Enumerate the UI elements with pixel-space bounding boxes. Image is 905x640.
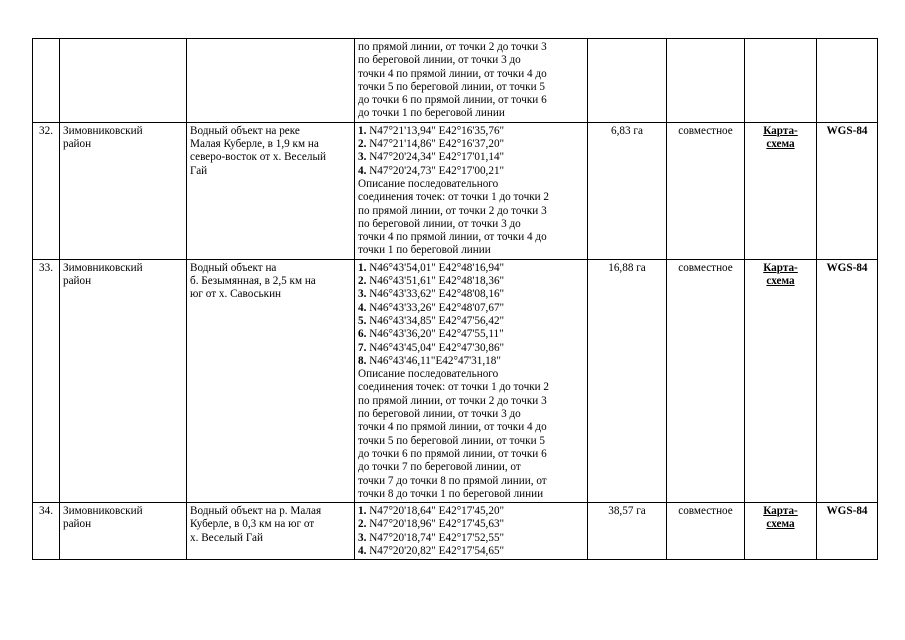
table-body bbox=[33, 39, 878, 560]
coordinate-point bbox=[358, 342, 584, 355]
object-line: Водный объект на р. Малая bbox=[190, 505, 322, 518]
area-cell bbox=[588, 122, 667, 259]
use-type-value: совместное bbox=[678, 124, 733, 137]
row-number-cell bbox=[33, 39, 60, 123]
point-number: 2. bbox=[358, 275, 367, 288]
point-number: 4. bbox=[358, 301, 367, 314]
description-line: точки 5 по береговой линии, от точки 5 bbox=[358, 80, 545, 93]
water-object-cell bbox=[187, 39, 355, 123]
map-scheme-link[interactable] bbox=[748, 505, 813, 532]
connection-description bbox=[358, 368, 584, 501]
point-coordinate: N47°20'24,73" E42°17'00,21" bbox=[369, 164, 505, 177]
coordinate-point bbox=[358, 288, 584, 301]
district-line: Зимовниковский bbox=[63, 124, 143, 137]
coordinate-point bbox=[358, 532, 584, 545]
map-cell bbox=[745, 503, 817, 560]
row-number: 34. bbox=[39, 505, 53, 518]
use-type-cell bbox=[667, 122, 745, 259]
description-line: соединения точек: от точки 1 до точки 2 bbox=[358, 191, 550, 204]
point-number: 1. bbox=[358, 124, 367, 137]
map-link-line: Карта- bbox=[763, 261, 798, 274]
row-number-cell bbox=[33, 503, 60, 560]
description-line: по прямой линии, от точки 2 до точки 3 bbox=[358, 204, 547, 217]
use-type-cell bbox=[667, 259, 745, 502]
area-cell bbox=[588, 39, 667, 123]
point-coordinate: N46°43'46,11"E42°47'31,18" bbox=[369, 354, 501, 367]
row-number-cell bbox=[33, 122, 60, 259]
point-coordinate: N46°43'34,85" E42°47'56,42" bbox=[369, 314, 505, 327]
area-cell bbox=[588, 259, 667, 502]
coordinate-point bbox=[358, 262, 584, 275]
table-row bbox=[33, 122, 878, 259]
description-line: до точки 7 по береговой линии, от bbox=[358, 461, 521, 474]
district-line: район bbox=[63, 275, 92, 288]
point-number: 5. bbox=[358, 314, 367, 327]
map-cell bbox=[745, 259, 817, 502]
point-number: 6. bbox=[358, 328, 367, 341]
point-number: 8. bbox=[358, 354, 367, 367]
water-objects-table bbox=[32, 38, 878, 560]
point-coordinate: N47°20'24,34" E42°17'01,14" bbox=[369, 151, 505, 164]
description-line: точки 5 по береговой линии, от точки 5 bbox=[358, 434, 545, 447]
object-line: б. Безымянная, в 2,5 км на bbox=[190, 275, 316, 288]
coordinate-point bbox=[358, 275, 584, 288]
description-line: до точки 6 по прямой линии, от точки 6 bbox=[358, 447, 547, 460]
coordinate-point bbox=[358, 125, 584, 138]
map-scheme-link[interactable] bbox=[748, 262, 813, 289]
coordinate-point bbox=[358, 165, 584, 178]
object-line: х. Веселый Гай bbox=[190, 531, 263, 544]
coordinates-cell bbox=[355, 122, 588, 259]
row-number-cell bbox=[33, 259, 60, 502]
point-number: 4. bbox=[358, 544, 367, 557]
coordinate-point bbox=[358, 315, 584, 328]
description-line: по береговой линии, от точки 3 до bbox=[358, 54, 521, 67]
district-line: Зимовниковский bbox=[63, 505, 143, 518]
object-line: юг от х. Савоськин bbox=[190, 288, 282, 301]
point-number: 1. bbox=[358, 261, 367, 274]
point-coordinate: N47°20'18,96" E42°17'45,63" bbox=[369, 518, 505, 531]
point-coordinate: N47°21'13,94" E42°16'35,76" bbox=[369, 124, 505, 137]
object-line: Водный объект на реке bbox=[190, 124, 300, 137]
description-line: точки 7 до точки 8 по прямой линии, от bbox=[358, 474, 547, 487]
object-line: Гай bbox=[190, 164, 208, 177]
area-value: 16,88 га bbox=[608, 261, 646, 274]
point-number: 2. bbox=[358, 518, 367, 531]
map-link-line: Карта- bbox=[763, 124, 798, 137]
use-type-value: совместное bbox=[678, 505, 733, 518]
table-row bbox=[33, 39, 878, 123]
point-coordinate: N46°43'51,61" E42°48'18,36" bbox=[369, 275, 505, 288]
point-number: 4. bbox=[358, 164, 367, 177]
description-line: точки 4 по прямой линии, от точки 4 до bbox=[358, 231, 547, 244]
description-line: точки 8 до точки 1 по береговой линии bbox=[358, 487, 544, 500]
point-coordinate: N47°21'14,86" E42°16'37,20" bbox=[369, 138, 505, 151]
description-line: соединения точек: от точки 1 до точки 2 bbox=[358, 381, 550, 394]
object-line: северо-восток от х. Веселый bbox=[190, 151, 326, 164]
water-object-cell bbox=[187, 503, 355, 560]
area-cell bbox=[588, 503, 667, 560]
description-line: по береговой линии, от точки 3 до bbox=[358, 217, 521, 230]
map-cell bbox=[745, 39, 817, 123]
coordinate-system-cell bbox=[817, 259, 878, 502]
description-line: Описание последовательного bbox=[358, 368, 499, 381]
district-cell bbox=[60, 122, 187, 259]
coordinate-point bbox=[358, 545, 584, 558]
point-number: 3. bbox=[358, 288, 367, 301]
water-object-cell bbox=[187, 122, 355, 259]
description-line: по прямой линии, от точки 2 до точки 3 bbox=[358, 394, 547, 407]
map-link-line: схема bbox=[766, 138, 795, 151]
object-line: Малая Куберле, в 1,9 км на bbox=[190, 138, 319, 151]
point-coordinate: N46°43'33,26" E42°48'07,67" bbox=[369, 301, 505, 314]
point-number: 2. bbox=[358, 138, 367, 151]
row-number: 33. bbox=[39, 261, 53, 274]
table-row bbox=[33, 503, 878, 560]
coordinate-system-value: WGS-84 bbox=[826, 261, 868, 274]
water-object-cell bbox=[187, 259, 355, 502]
district-cell bbox=[60, 39, 187, 123]
map-scheme-link[interactable] bbox=[748, 125, 813, 152]
table-row bbox=[33, 259, 878, 502]
description-line: до точки 6 по прямой линии, от точки 6 bbox=[358, 94, 547, 107]
point-number: 7. bbox=[358, 341, 367, 354]
area-value: 6,83 га bbox=[611, 124, 643, 137]
district-cell bbox=[60, 259, 187, 502]
coordinate-point bbox=[358, 518, 584, 531]
map-cell bbox=[745, 122, 817, 259]
coordinate-point bbox=[358, 505, 584, 518]
description-line: по береговой линии, от точки 3 до bbox=[358, 408, 521, 421]
point-number: 1. bbox=[358, 505, 367, 518]
object-line: Водный объект на bbox=[190, 261, 277, 274]
coordinate-system-value: WGS-84 bbox=[826, 505, 868, 518]
point-coordinate: N46°43'45,04" E42°47'30,86" bbox=[369, 341, 505, 354]
point-coordinate: N47°20'18,64" E42°17'45,20" bbox=[369, 505, 505, 518]
coordinates-cell bbox=[355, 259, 588, 502]
object-line: Куберле, в 0,3 км на юг от bbox=[190, 518, 315, 531]
description-line: точки 4 по прямой линии, от точки 4 до bbox=[358, 421, 547, 434]
point-coordinate: N47°20'18,74" E42°17'52,55" bbox=[369, 531, 505, 544]
description-line: точки 1 по береговой линии bbox=[358, 244, 491, 257]
row-number: 32. bbox=[39, 124, 53, 137]
coordinate-point bbox=[358, 151, 584, 164]
connection-description bbox=[358, 178, 584, 258]
point-coordinate: N46°43'54,01" E42°48'16,94" bbox=[369, 261, 505, 274]
coordinates-cell bbox=[355, 503, 588, 560]
point-coordinate: N46°43'33,62" E42°48'08,16" bbox=[369, 288, 505, 301]
point-number: 3. bbox=[358, 151, 367, 164]
coordinate-system-cell bbox=[817, 503, 878, 560]
district-line: район bbox=[63, 518, 92, 531]
description-line: по прямой линии, от точки 2 до точки 3 bbox=[358, 41, 547, 53]
coordinates-cell bbox=[355, 39, 588, 123]
connection-description bbox=[358, 41, 584, 121]
coordinate-point bbox=[358, 355, 584, 368]
coordinate-system-value: WGS-84 bbox=[826, 124, 868, 137]
coordinate-system-cell bbox=[817, 39, 878, 123]
point-number: 3. bbox=[358, 531, 367, 544]
coordinate-point bbox=[358, 302, 584, 315]
coordinate-point bbox=[358, 138, 584, 151]
map-link-line: схема bbox=[766, 275, 795, 288]
use-type-cell bbox=[667, 503, 745, 560]
district-line: Зимовниковский bbox=[63, 261, 143, 274]
document-page bbox=[32, 38, 877, 560]
description-line: Описание последовательного bbox=[358, 177, 499, 190]
description-line: до точки 1 по береговой линии bbox=[358, 107, 505, 120]
coordinate-point bbox=[358, 328, 584, 341]
map-link-line: Карта- bbox=[763, 505, 798, 518]
point-coordinate: N47°20'20,82" E42°17'54,65" bbox=[369, 544, 505, 557]
coordinate-system-cell bbox=[817, 122, 878, 259]
description-line: точки 4 по прямой линии, от точки 4 до bbox=[358, 67, 547, 80]
district-cell bbox=[60, 503, 187, 560]
point-coordinate: N46°43'36,20" E42°47'55,11" bbox=[369, 328, 504, 341]
district-line: район bbox=[63, 138, 92, 151]
map-link-line: схема bbox=[766, 518, 795, 531]
area-value: 38,57 га bbox=[608, 505, 646, 518]
use-type-value: совместное bbox=[678, 261, 733, 274]
use-type-cell bbox=[667, 39, 745, 123]
